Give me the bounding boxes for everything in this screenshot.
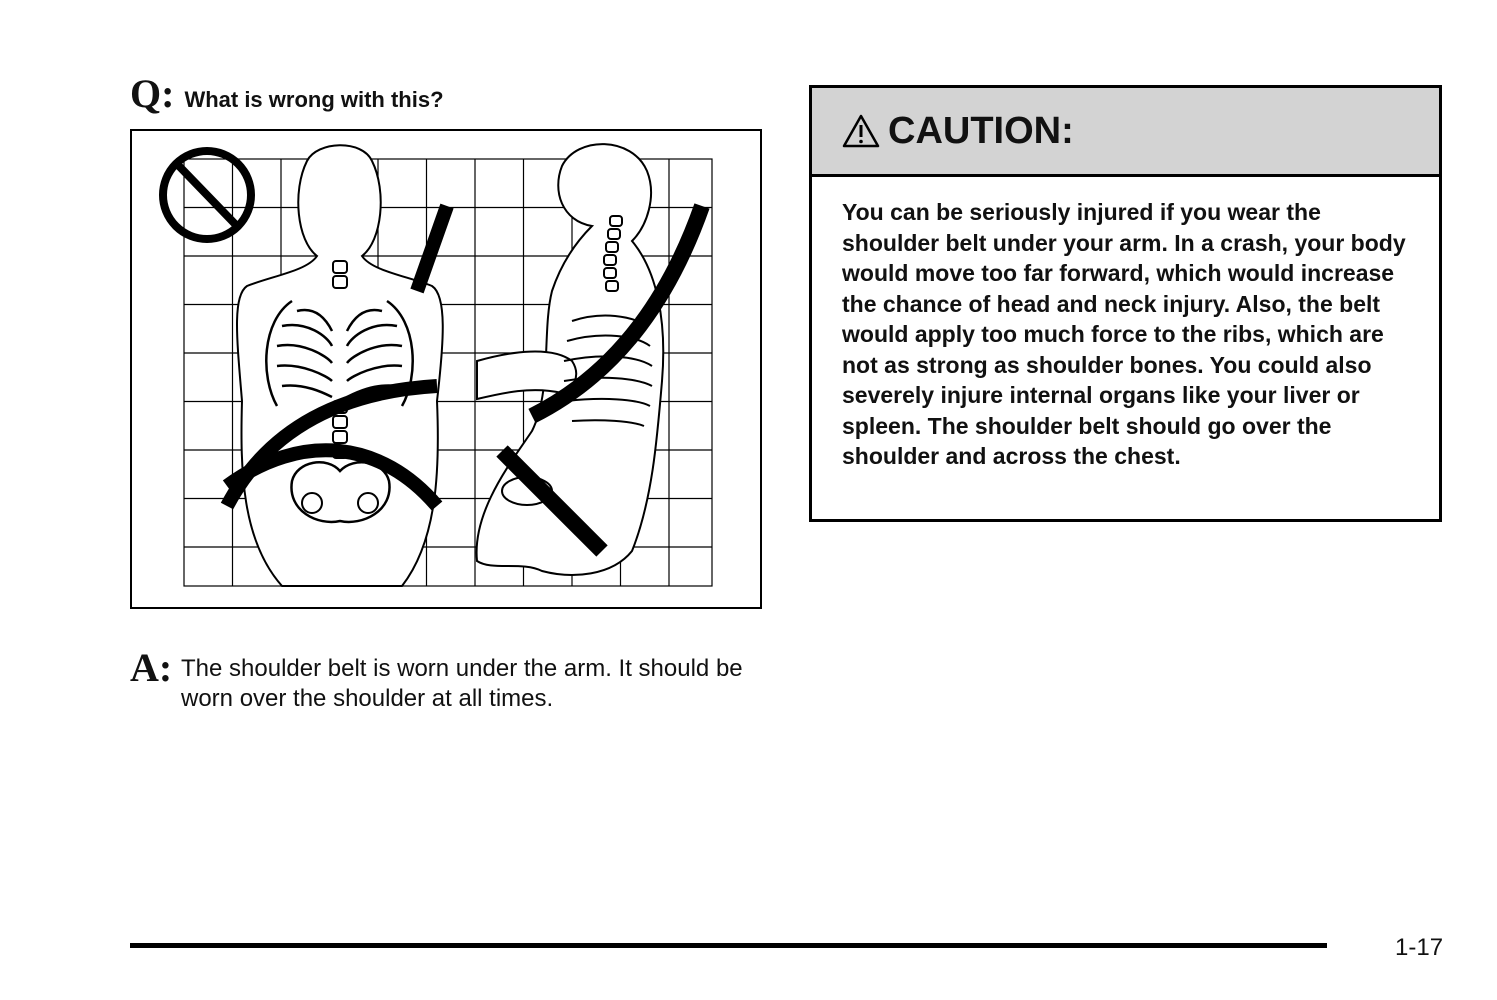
caution-title: CAUTION: [888, 109, 1074, 152]
caution-header [812, 88, 1439, 177]
caution-box [809, 85, 1442, 522]
seatbelt-illustration [130, 129, 762, 609]
front-view-body [237, 145, 443, 586]
footer-rule [130, 943, 1327, 948]
answer-marker: A: [130, 645, 173, 690]
question-text: What is wrong with this? [184, 87, 444, 112]
warning-triangle-icon [842, 114, 880, 148]
question-marker: Q: [130, 71, 175, 116]
question-line [130, 71, 444, 116]
answer-text: The shoulder belt is worn under the arm. It should be worn over the shoulder at all times. [181, 655, 743, 712]
page-number: 1-17 [1395, 934, 1444, 961]
caution-body: You can be seriously injured if you wear the shoulder belt under your arm. In a crash, your body would move too far forward, which would increase the chance of head and neck injury. Also, the belt would apply too much force to the ribs, which are not as strong as shoulder bones. You could also severely injure internal organs like your liver or spleen. The shoulder belt should go over the shoulder and across the chest. [842, 199, 1406, 469]
prohibition-icon [163, 151, 251, 239]
